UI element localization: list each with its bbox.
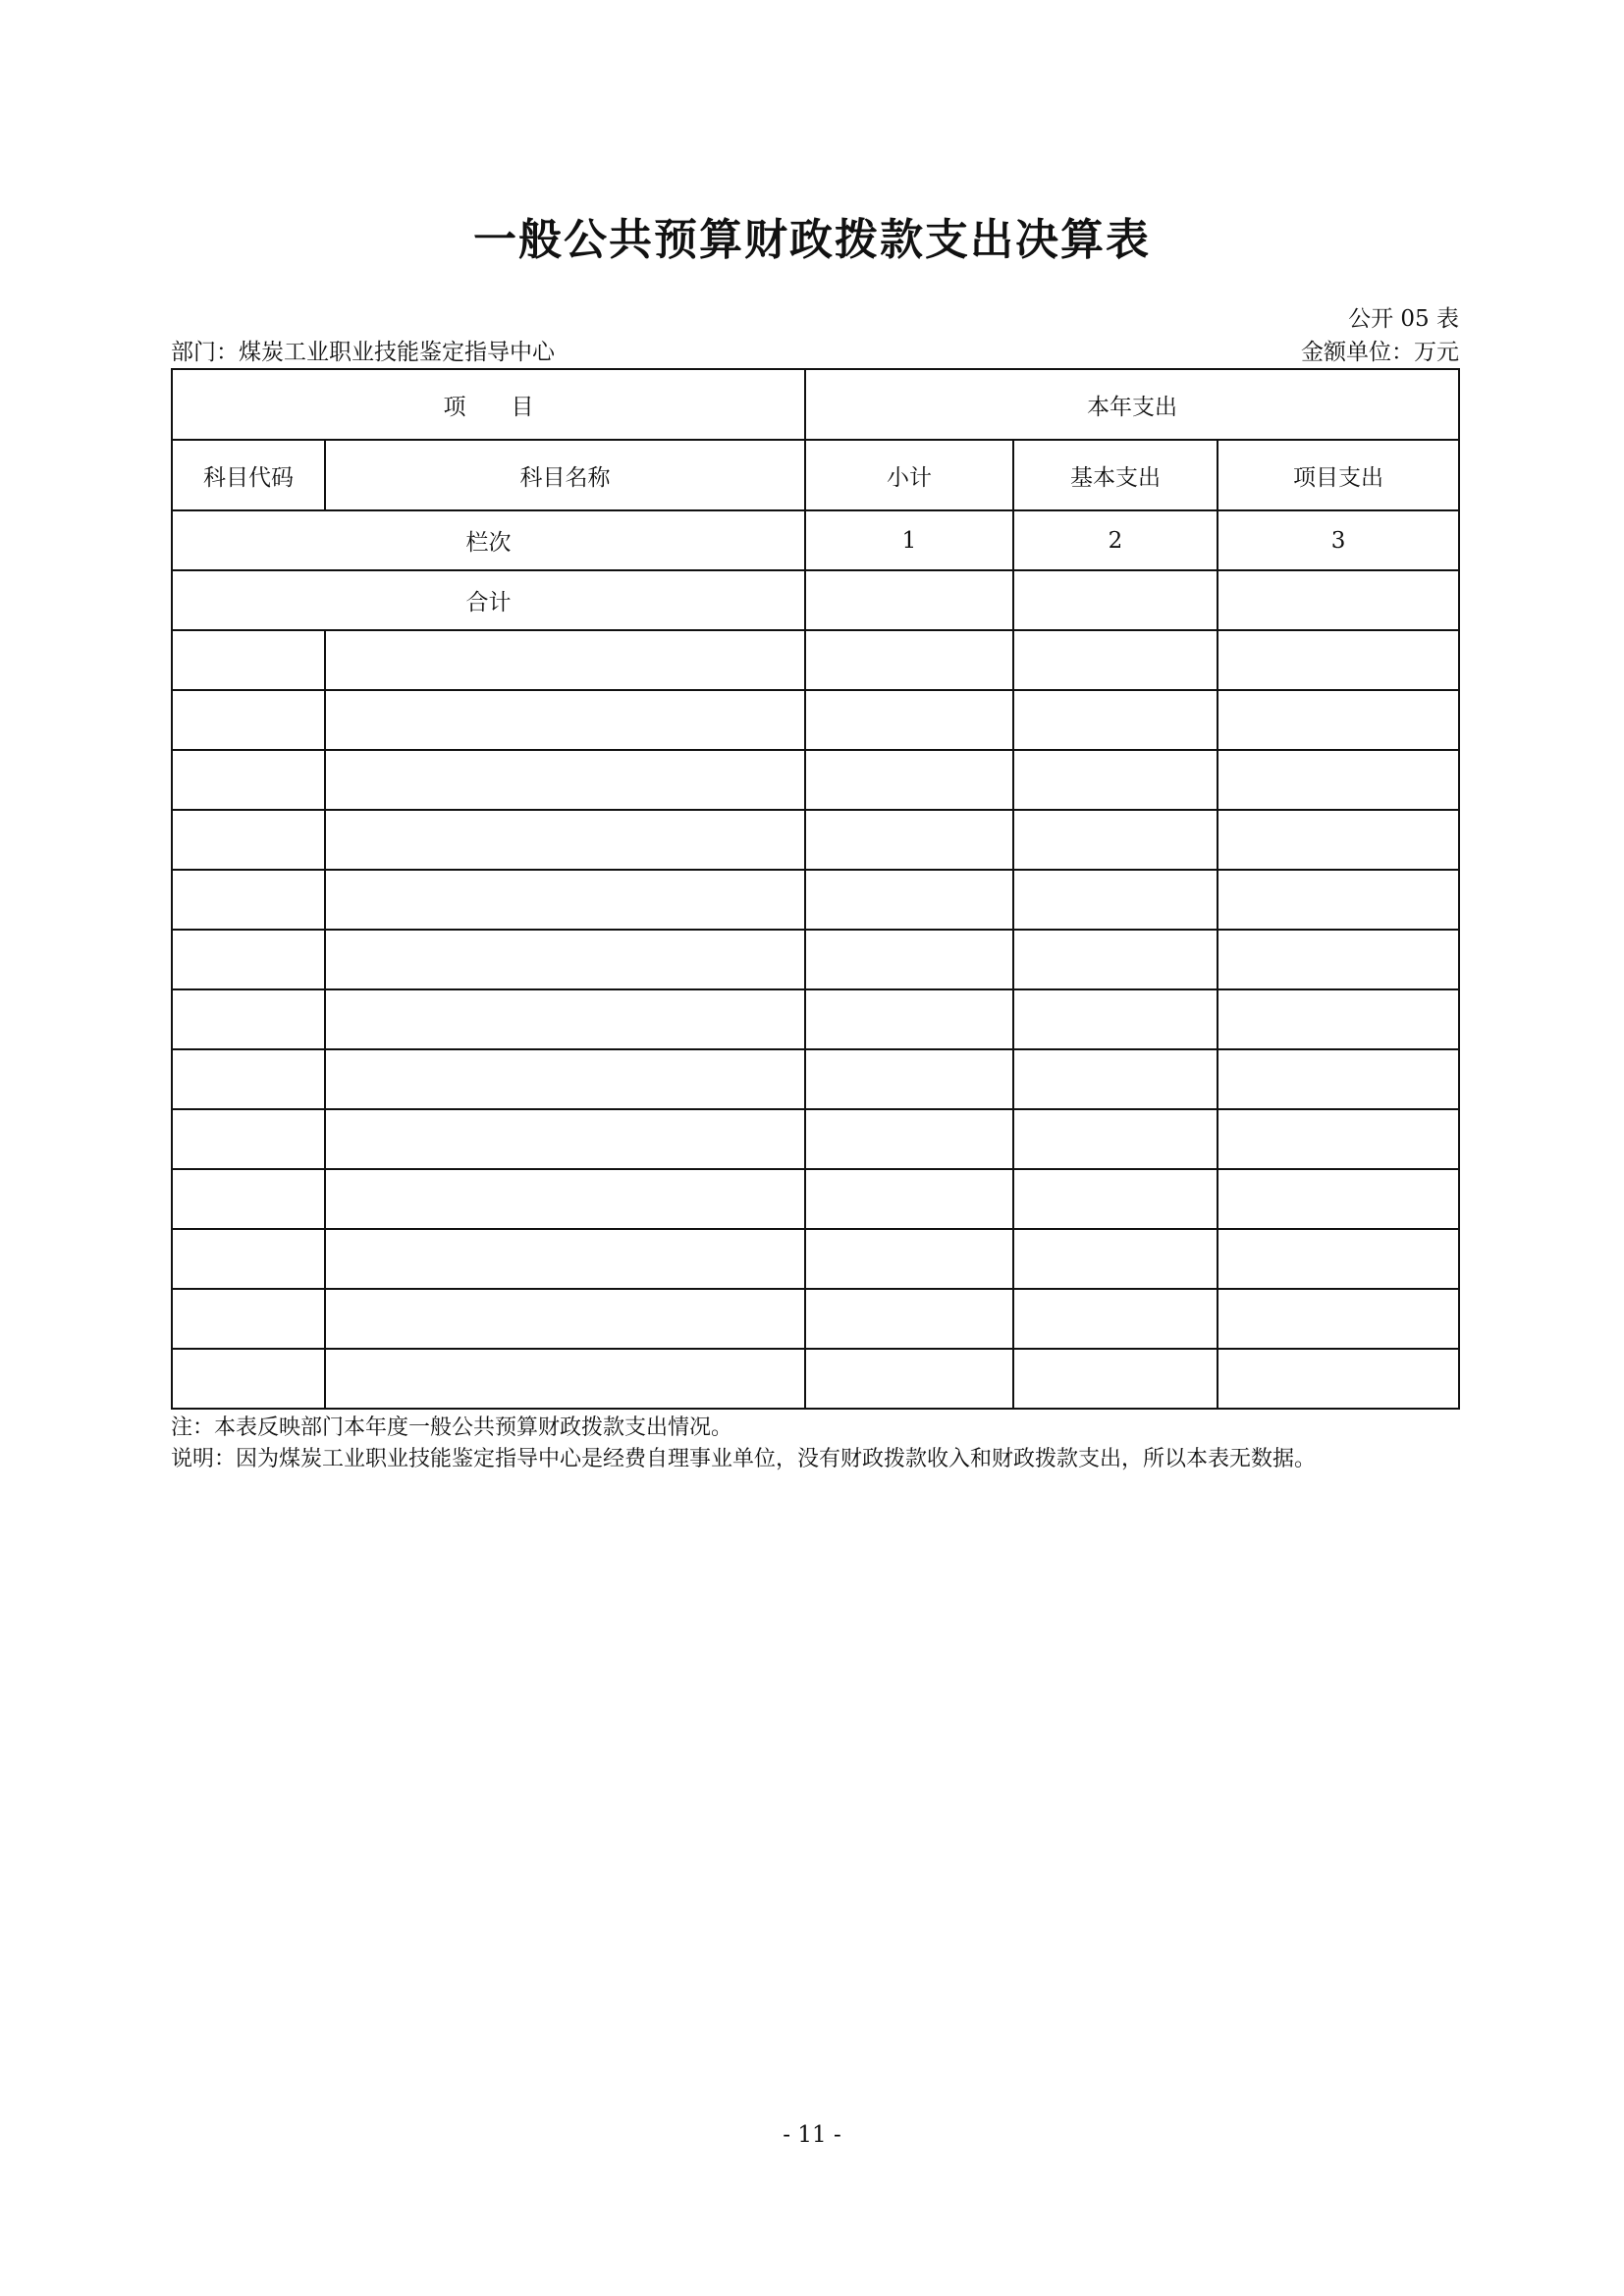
header-row-2: [172, 440, 1459, 510]
col-basic-header: 基本支出: [1013, 440, 1218, 510]
amount-unit-label: 金额单位：万元: [1301, 340, 1459, 365]
row-project-cell: [1218, 989, 1459, 1049]
row-code-cell: [172, 810, 325, 870]
row-subtotal-cell: [805, 1229, 1013, 1289]
col-subtotal-header: 小计: [805, 440, 1013, 510]
row-basic-cell: [1013, 750, 1218, 810]
row-basic-cell: [1013, 1109, 1218, 1169]
row-code-cell: [172, 989, 325, 1049]
table-explanation: 说明：因为煤炭工业职业技能鉴定指导中心是经费自理事业单位，没有财政拨款收入和财政拨款支出，所以本表无数据。: [171, 1447, 1317, 1471]
table-row: [172, 630, 1459, 690]
index-col-1: 1: [805, 510, 1013, 570]
table-row: [172, 870, 1459, 930]
table-row: [172, 1049, 1459, 1109]
row-project-cell: [1218, 1229, 1459, 1289]
row-basic-cell: [1013, 810, 1218, 870]
expenditure-table: [171, 368, 1460, 1410]
row-subtotal-cell: [805, 1349, 1013, 1409]
row-name-cell: [325, 750, 805, 810]
row-basic-cell: [1013, 870, 1218, 930]
row-code-cell: [172, 1109, 325, 1169]
row-name-cell: [325, 690, 805, 750]
table-row: [172, 930, 1459, 989]
department-label: 部门：煤炭工业职业技能鉴定指导中心: [171, 340, 555, 365]
row-code-cell: [172, 1349, 325, 1409]
row-name-cell: [325, 1349, 805, 1409]
row-subtotal-cell: [805, 989, 1013, 1049]
index-row-label: 栏次: [172, 510, 805, 570]
header-current-year-cell: 本年支出: [805, 369, 1459, 440]
row-project-cell: [1218, 630, 1459, 690]
row-subtotal-cell: [805, 630, 1013, 690]
row-basic-cell: [1013, 930, 1218, 989]
row-name-cell: [325, 1109, 805, 1169]
header-item-cell: 项 目: [172, 369, 805, 440]
header-row-1: [172, 369, 1459, 440]
row-code-cell: [172, 870, 325, 930]
row-code-cell: [172, 1169, 325, 1229]
row-code-cell: [172, 1289, 325, 1349]
table-row: [172, 989, 1459, 1049]
row-name-cell: [325, 870, 805, 930]
row-basic-cell: [1013, 690, 1218, 750]
total-row-label: 合计: [172, 570, 805, 630]
row-project-cell: [1218, 930, 1459, 989]
row-project-cell: [1218, 750, 1459, 810]
total-basic-cell: [1013, 570, 1218, 630]
row-name-cell: [325, 1049, 805, 1109]
row-project-cell: [1218, 810, 1459, 870]
row-subtotal-cell: [805, 1169, 1013, 1229]
row-subtotal-cell: [805, 870, 1013, 930]
row-subtotal-cell: [805, 1289, 1013, 1349]
row-subtotal-cell: [805, 750, 1013, 810]
table-note: 注：本表反映部门本年度一般公共预算财政拨款支出情况。: [171, 1415, 733, 1440]
row-code-cell: [172, 690, 325, 750]
col-project-header: 项目支出: [1218, 440, 1459, 510]
row-name-cell: [325, 1169, 805, 1229]
row-code-cell: [172, 750, 325, 810]
row-basic-cell: [1013, 1049, 1218, 1109]
row-code-cell: [172, 630, 325, 690]
row-subtotal-cell: [805, 930, 1013, 989]
table-row: [172, 690, 1459, 750]
index-col-3: 3: [1218, 510, 1459, 570]
page-number: - 11 -: [783, 2122, 841, 2148]
row-subtotal-cell: [805, 1109, 1013, 1169]
row-name-cell: [325, 810, 805, 870]
row-code-cell: [172, 930, 325, 989]
row-code-cell: [172, 1229, 325, 1289]
table-row: [172, 810, 1459, 870]
row-basic-cell: [1013, 1169, 1218, 1229]
table-row: [172, 1289, 1459, 1349]
table-row: [172, 1169, 1459, 1229]
total-subtotal-cell: [805, 570, 1013, 630]
row-basic-cell: [1013, 1349, 1218, 1409]
row-subtotal-cell: [805, 690, 1013, 750]
row-subtotal-cell: [805, 1049, 1013, 1109]
row-project-cell: [1218, 870, 1459, 930]
row-basic-cell: [1013, 1289, 1218, 1349]
index-col-2: 2: [1013, 510, 1218, 570]
form-code: 公开 05 表: [1348, 306, 1459, 332]
row-code-cell: [172, 1049, 325, 1109]
row-project-cell: [1218, 1289, 1459, 1349]
page-title: 一般公共预算财政拨款支出决算表: [473, 215, 1151, 265]
row-project-cell: [1218, 1109, 1459, 1169]
index-row: [172, 510, 1459, 570]
row-project-cell: [1218, 1349, 1459, 1409]
row-basic-cell: [1013, 1229, 1218, 1289]
table-row: [172, 1109, 1459, 1169]
row-name-cell: [325, 930, 805, 989]
row-name-cell: [325, 1229, 805, 1289]
row-subtotal-cell: [805, 810, 1013, 870]
row-basic-cell: [1013, 989, 1218, 1049]
row-project-cell: [1218, 1049, 1459, 1109]
row-project-cell: [1218, 1169, 1459, 1229]
total-row: [172, 570, 1459, 630]
total-project-cell: [1218, 570, 1459, 630]
row-project-cell: [1218, 690, 1459, 750]
col-name-header: 科目名称: [325, 440, 805, 510]
row-name-cell: [325, 989, 805, 1049]
row-name-cell: [325, 1289, 805, 1349]
table-row: [172, 1229, 1459, 1289]
col-code-header: 科目代码: [172, 440, 325, 510]
row-basic-cell: [1013, 630, 1218, 690]
table-row: [172, 1349, 1459, 1409]
table-row: [172, 750, 1459, 810]
row-name-cell: [325, 630, 805, 690]
